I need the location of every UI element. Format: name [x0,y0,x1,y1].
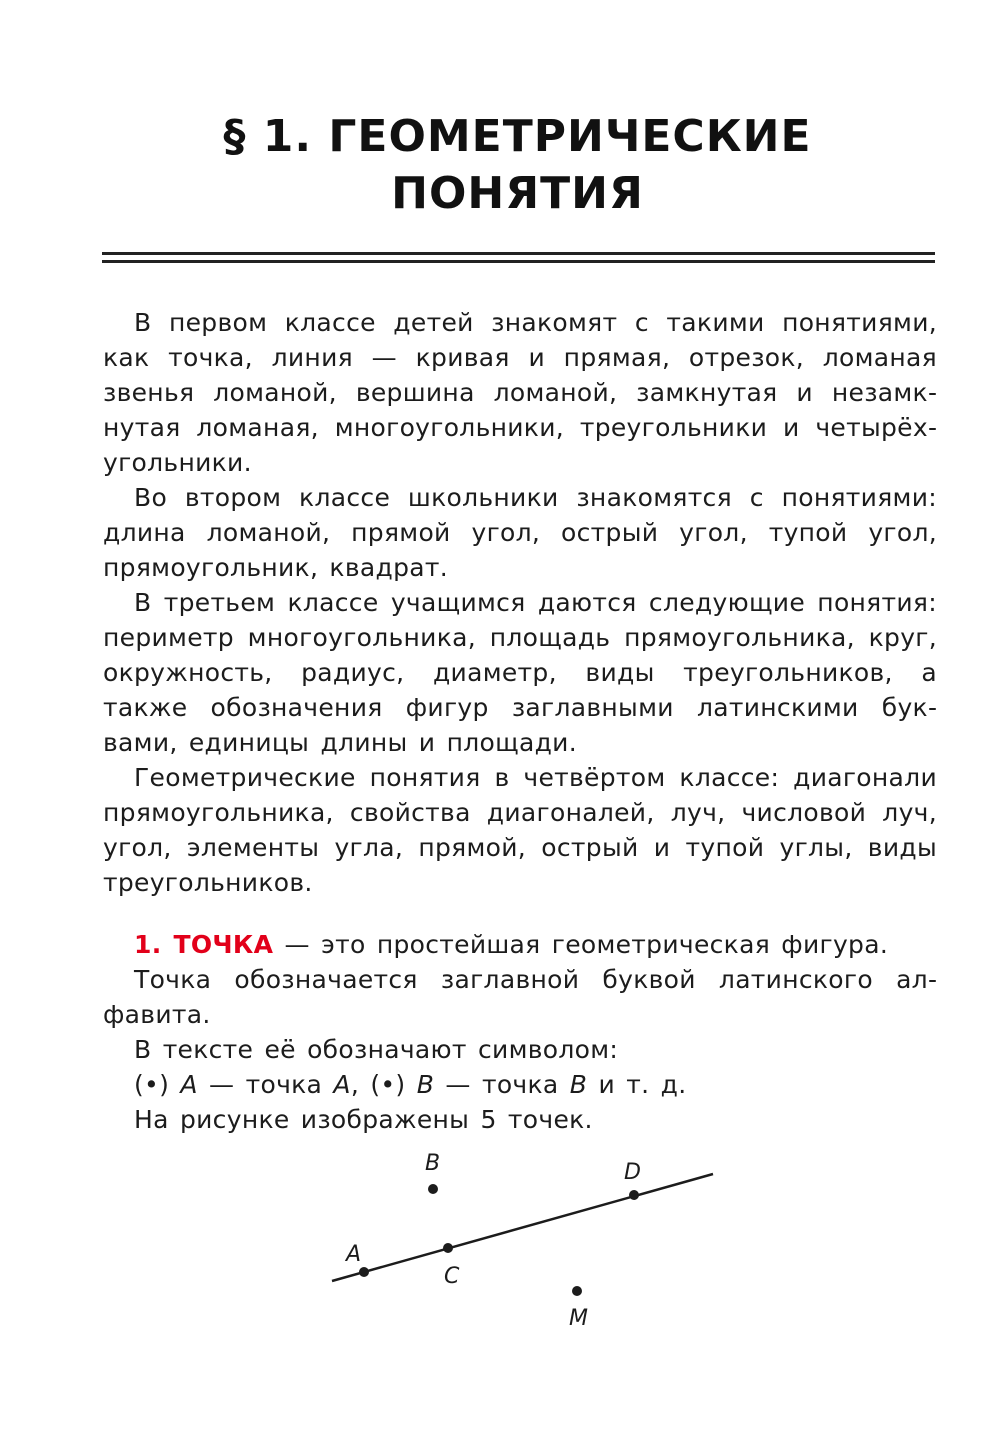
point-c-dot [443,1243,453,1253]
paragraph-grade-1: В первом классе детей знакомят с такими понятиями, как точка, линия — кривая и прямая, отрезок, ломаная звенья ломаной, вершина ломаной, замкнутая и незамкнутая ломаная, многоугольники, треугольники и четырёхугольники. [103,308,937,477]
point-a-label: A [346,1242,362,1267]
point-b-dot [428,1184,438,1194]
section-number: 1. [134,930,162,959]
section-title [100,108,935,222]
definition-text: — это простейшая геометрическая фигура. [273,930,889,959]
title-divider-bottom [102,260,935,263]
point-m-dot [572,1286,582,1296]
point-c-label: C [444,1264,460,1289]
title-divider-top [102,252,935,255]
point-symbol-b: (•) [370,1070,406,1099]
straight-line [332,1174,713,1281]
letter-b: B [416,1070,435,1099]
figure-caption: На рисунке изображены 5 точек. [134,1105,593,1134]
point-symbol-a: (•) [134,1070,170,1099]
points-figure [320,1145,740,1345]
point-definition [103,927,937,962]
section-title-line-2: ПОНЯТИЯ [391,168,644,219]
letter-a: A [180,1070,198,1099]
point-d-label: D [624,1160,641,1185]
point-m-label: M [569,1306,588,1331]
notation-sentence: Точка обозначается заглавной буквой латинского алфавита. [103,965,937,1029]
point-d-dot [629,1190,639,1200]
section-title-line-1: § 1. ГЕОМЕТРИЧЕСКИЕ [223,111,812,162]
point-section [103,927,937,1137]
symbol-line: (•) A — точка A, (•) B — точка B и т. д. [134,1070,687,1099]
paragraph-grade-4: Геометрические понятия в четвёртом классе: диагонали прямоугольника, свойства диагоналей, луч, числовой луч, угол, элементы угла, прямой, острый и тупой углы, виды треугольников. [103,763,937,897]
point-a-dot [359,1267,369,1277]
paragraph-grade-2: Во втором классе школьники знакомятся с понятиями: длина ломаной, прямой угол, острый угол, тупой угол, прямоугольник, квадрат. [103,483,937,582]
term-point: ТОЧКА [173,930,274,959]
symbol-intro: В тексте её обозначают символом: [134,1035,619,1064]
intro-text [103,305,937,900]
point-b-label: B [425,1151,441,1176]
paragraph-grade-3: В третьем классе учащимся даются следующие понятия: периметр многоугольника, площадь прямоугольника, круг, окружность, радиус, диаметр, виды треугольников, а также обозначения фигур заглавными латинскими буквами, единицы длины и площади. [103,588,937,757]
